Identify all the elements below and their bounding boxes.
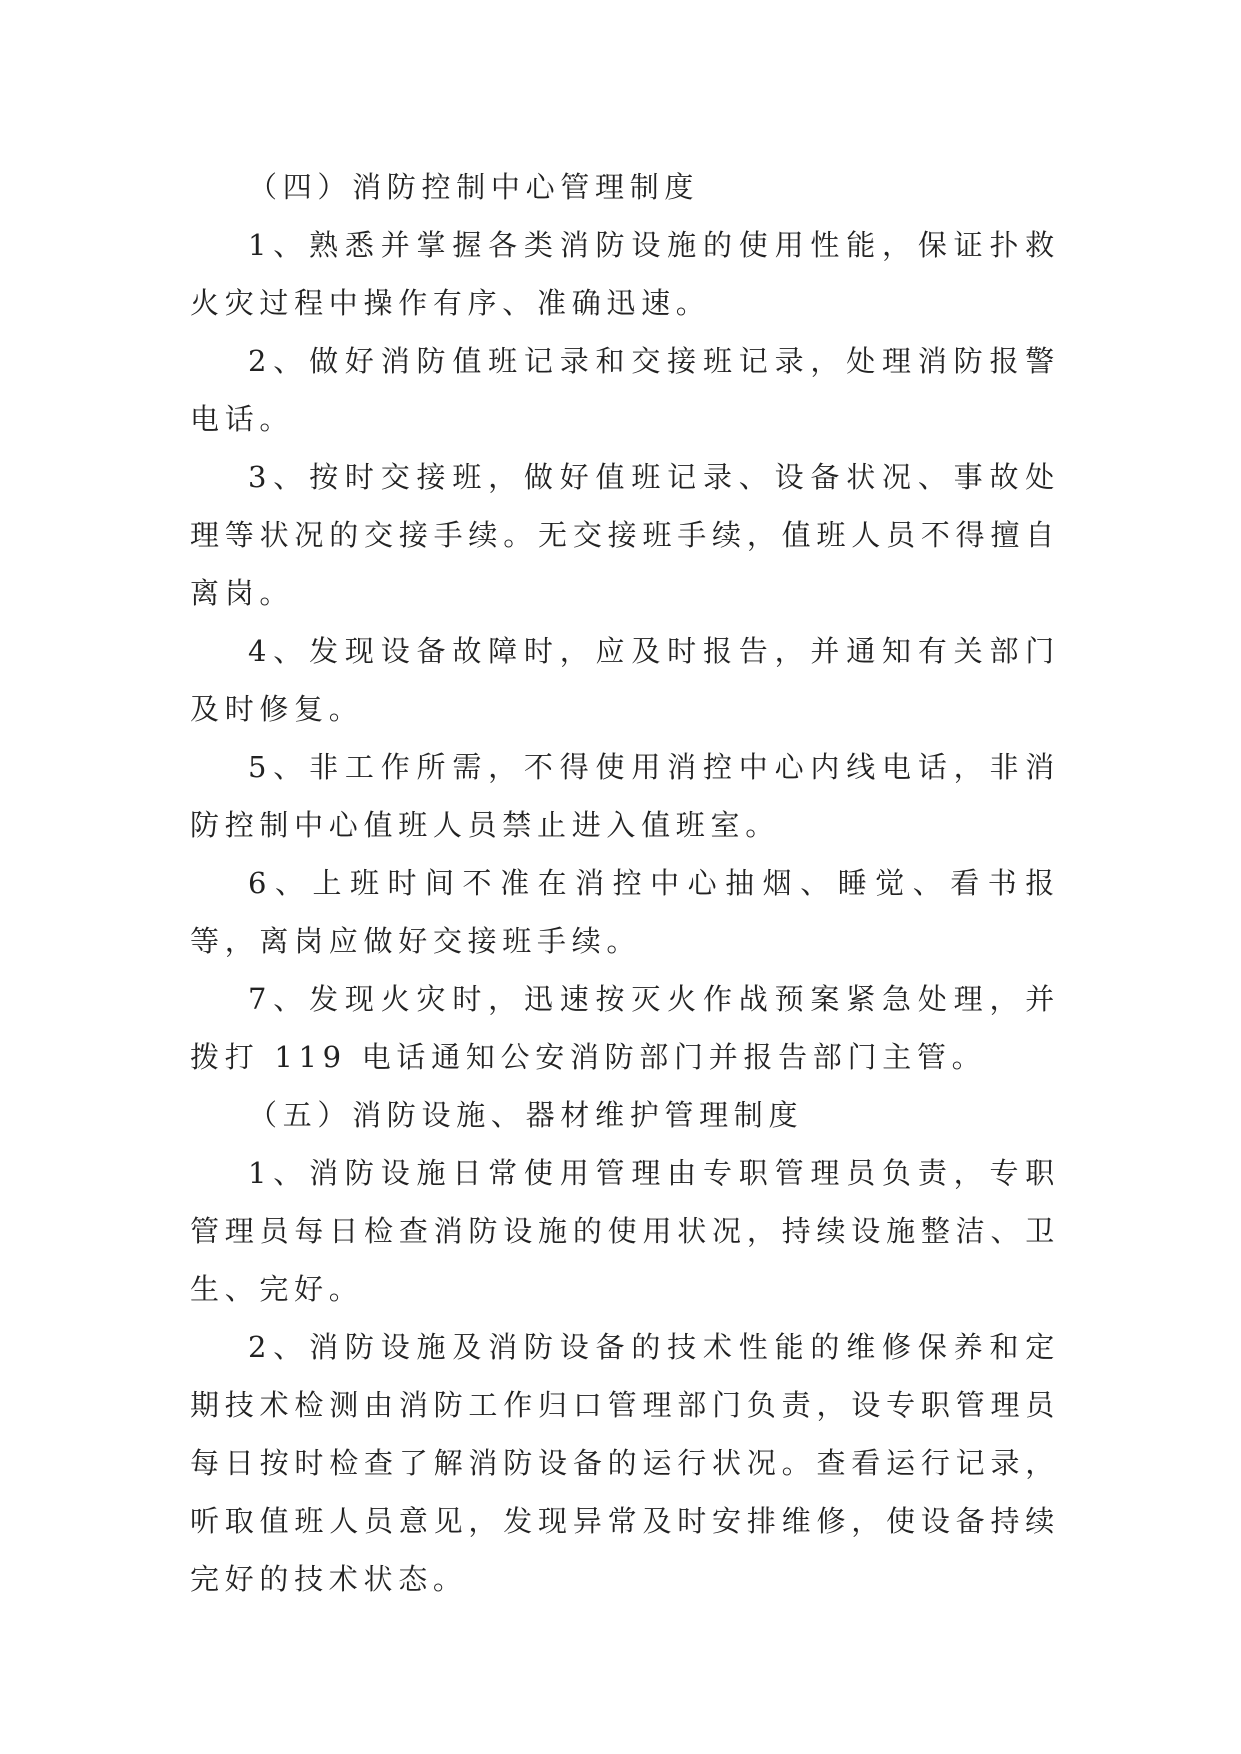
paragraph-4-3: 3、按时交接班，做好值班记录、设备状况、事故处理等状况的交接手续。无交接班手续，值班人员不得擅自离岗。	[190, 460, 1060, 610]
paragraph-4-4: 4、发现设备故障时，应及时报告，并通知有关部门及时修复。	[190, 634, 1060, 726]
paragraph-4-2: 2、做好消防值班记录和交接班记录，处理消防报警电话。	[190, 344, 1060, 436]
section-heading-equipment-maintenance: （五）消防设施、器材维护管理制度	[248, 1098, 804, 1132]
paragraph-5-2: 2、消防设施及消防设备的技术性能的维修保养和定期技术检测由消防工作归口管理部门负责，设专职管理员每日按时检查了解消防设备的运行状况。查看运行记录，听取值班人员意见，发现异常及时安排维修，使设备持续完好的技术状态。	[190, 1330, 1060, 1596]
paragraph-4-5: 5、非工作所需，不得使用消控中心内线电话，非消防控制中心值班人员禁止进入值班室。	[190, 750, 1060, 842]
section-heading-fire-control-center: （四）消防控制中心管理制度	[248, 170, 700, 204]
paragraph-4-1: 1、熟悉并掌握各类消防设施的使用性能，保证扑救火灾过程中操作有序、准确迅速。	[190, 228, 1060, 320]
paragraph-4-7: 7、发现火灾时，迅速按灭火作战预案紧急处理，并拨打 119 电话通知公安消防部门并报告部门主管。	[190, 982, 1060, 1074]
document-page	[190, 158, 1060, 1608]
paragraph-4-6: 6、上班时间不准在消控中心抽烟、睡觉、看书报等，离岗应做好交接班手续。	[190, 866, 1060, 958]
paragraph-5-1: 1、消防设施日常使用管理由专职管理员负责，专职管理员每日检查消防设施的使用状况，持续设施整洁、卫生、完好。	[190, 1156, 1060, 1306]
